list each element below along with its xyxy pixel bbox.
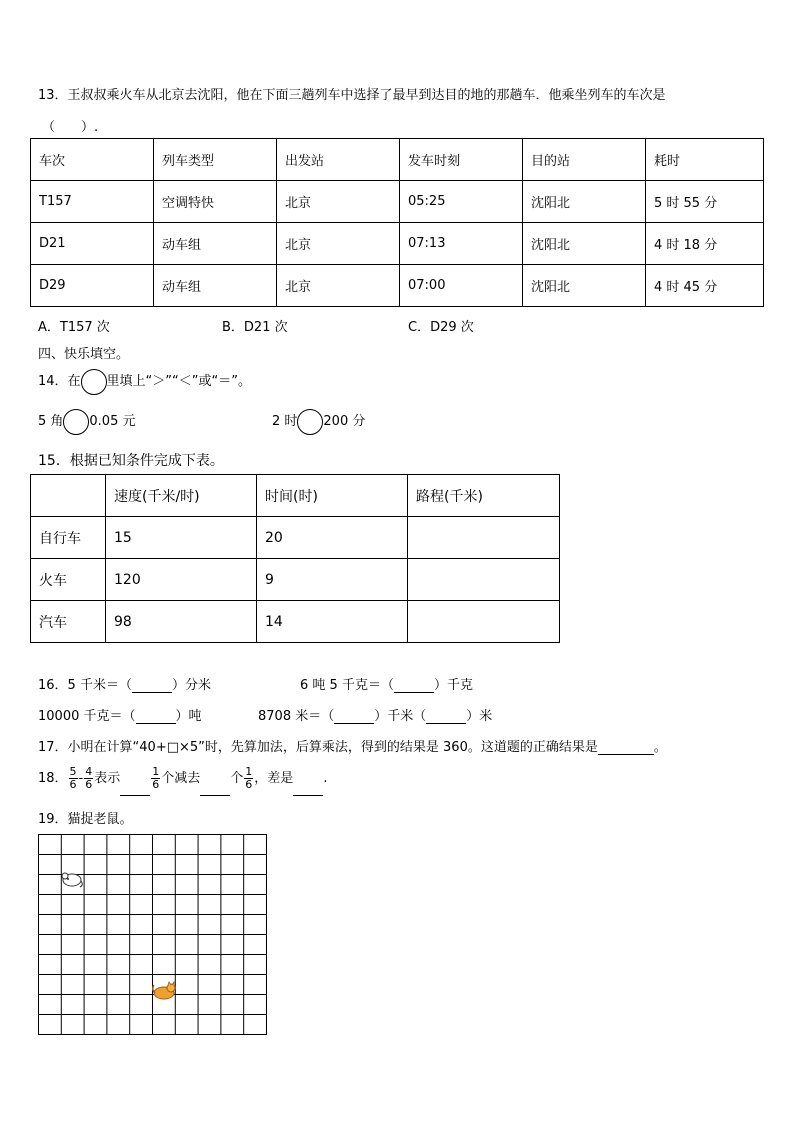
table-cell: 15 <box>106 517 257 559</box>
q13-text: 13．王叔叔乘火车从北京去沈阳，他在下面三趟列车中选择了最早到达目的地的那趟车．他乘坐列车的车次是 <box>38 88 666 103</box>
table-header-row <box>31 475 560 517</box>
answer-circle[interactable] <box>63 409 89 435</box>
table-cell: 动车组 <box>154 223 277 265</box>
answer-blank[interactable] <box>426 723 466 724</box>
option-b: B．D21 次 <box>222 320 288 335</box>
q16-b-pre: 6 吨 5 千克＝（ <box>300 678 394 693</box>
table-cell: 动车组 <box>154 265 277 307</box>
q16-b-post: ）千克 <box>433 678 473 693</box>
table-cell: 自行车 <box>31 517 106 559</box>
q16-c <box>38 705 202 724</box>
option-a: A．T157 次 <box>38 320 110 335</box>
q18-text: . <box>323 771 328 786</box>
q16-d-post: ）米 <box>466 709 493 724</box>
q14-pre: 14．在 <box>38 374 81 389</box>
q16-a-pre: 16．5 千米＝（ <box>38 678 132 693</box>
table-row <box>31 223 764 265</box>
minus-sign: - <box>78 771 84 786</box>
fraction-numerator: 4 <box>85 765 93 778</box>
compare-right-b: 200 分 <box>323 414 366 429</box>
header-cell: 出发站 <box>277 139 400 181</box>
q18-text: 表示 <box>94 771 121 786</box>
mouse-icon <box>60 870 84 888</box>
q16-b <box>300 674 473 693</box>
table-row <box>31 559 560 601</box>
answer-circle[interactable] <box>297 409 323 435</box>
table-cell: 07:00 <box>400 265 523 307</box>
fraction <box>151 766 160 791</box>
q18-line <box>38 762 327 796</box>
table-cell: 05:25 <box>400 181 523 223</box>
header-cell: 车次 <box>31 139 154 181</box>
fraction <box>244 766 253 791</box>
table-cell: 沈阳北 <box>523 265 646 307</box>
q14-right-compare <box>272 408 365 436</box>
answer-cell[interactable] <box>408 601 560 643</box>
header-cell: 路程(千米) <box>408 475 560 517</box>
compare-right-a: 2 时 <box>272 414 298 429</box>
q18-text: 个减去 <box>161 771 201 786</box>
table-cell: 汽车 <box>31 601 106 643</box>
header-cell: 目的站 <box>523 139 646 181</box>
q13-paren: （ ）. <box>42 120 99 135</box>
q16-a-post: ）分米 <box>171 678 211 693</box>
answer-blank[interactable] <box>598 754 654 755</box>
header-cell: 列车类型 <box>154 139 277 181</box>
table-cell: 北京 <box>277 223 400 265</box>
q18-text: 个 <box>230 771 244 786</box>
section-heading: 四、快乐填空。 <box>38 347 130 362</box>
answer-blank[interactable] <box>120 795 150 796</box>
cat-icon <box>151 981 177 1001</box>
q17-text: 17．小明在计算“40+□×5”时，先算加法，后算乘法，得到的结果是 360。这道题的正确结果是 <box>38 740 598 755</box>
answer-blank[interactable] <box>394 692 434 693</box>
q13-train-table <box>30 138 764 307</box>
answer-blank[interactable] <box>132 692 172 693</box>
q18-num: 18． <box>38 771 68 786</box>
answer-blank[interactable] <box>293 795 323 796</box>
table-cell: 北京 <box>277 181 400 223</box>
fraction-denominator: 6 <box>69 778 77 791</box>
answer-blank[interactable] <box>136 723 176 724</box>
q17-end: 。 <box>653 740 667 755</box>
fraction-numerator: 5 <box>69 765 77 778</box>
q16-d-pre: 8708 米＝（ <box>258 709 335 724</box>
answer-blank[interactable] <box>200 795 230 796</box>
table-cell: D29 <box>31 265 154 307</box>
fraction-numerator: 1 <box>245 765 253 778</box>
q14-line <box>38 368 251 396</box>
table-cell: 14 <box>257 601 408 643</box>
q15-speed-table <box>30 474 560 643</box>
table-cell: 5 时 55 分 <box>646 181 764 223</box>
option-c: C．D29 次 <box>408 320 474 335</box>
table-cell: 空调特快 <box>154 181 277 223</box>
answer-circle[interactable] <box>81 369 107 395</box>
q14-left-compare <box>38 408 135 436</box>
header-cell: 耗时 <box>646 139 764 181</box>
table-row <box>31 601 560 643</box>
table-row <box>31 517 560 559</box>
fraction-numerator: 1 <box>152 765 160 778</box>
fraction <box>84 766 93 791</box>
compare-left-a: 5 角 <box>38 414 64 429</box>
q19-title: 19．猫捉老鼠。 <box>38 812 133 827</box>
table-row <box>31 265 764 307</box>
q17-line <box>38 736 667 755</box>
table-cell: 沈阳北 <box>523 181 646 223</box>
q14-post: 里填上“＞”“＜”或“＝”。 <box>106 374 251 389</box>
fraction-denominator: 6 <box>85 778 93 791</box>
answer-blank[interactable] <box>334 723 374 724</box>
table-cell: 4 时 45 分 <box>646 265 764 307</box>
q15-title: 15．根据已知条件完成下表。 <box>38 453 224 469</box>
header-cell: 时间(时) <box>257 475 408 517</box>
table-row <box>31 181 764 223</box>
table-cell: T157 <box>31 181 154 223</box>
q16-a <box>38 674 211 693</box>
table-cell: D21 <box>31 223 154 265</box>
table-cell: 沈阳北 <box>523 223 646 265</box>
header-cell <box>31 475 106 517</box>
fraction-denominator: 6 <box>245 778 253 791</box>
table-cell: 火车 <box>31 559 106 601</box>
table-cell: 07:13 <box>400 223 523 265</box>
table-cell: 98 <box>106 601 257 643</box>
table-cell: 20 <box>257 517 408 559</box>
compare-left-b: 0.05 元 <box>89 414 136 429</box>
cat-mouse-grid <box>38 834 267 1035</box>
answer-cell[interactable] <box>408 559 560 601</box>
q18-text: ，差是 <box>254 771 294 786</box>
fraction-denominator: 6 <box>152 778 160 791</box>
answer-cell[interactable] <box>408 517 560 559</box>
q16-c-pre: 10000 千克＝（ <box>38 709 136 724</box>
header-cell: 发车时刻 <box>400 139 523 181</box>
q16-d <box>258 705 492 724</box>
table-cell: 120 <box>106 559 257 601</box>
table-cell: 9 <box>257 559 408 601</box>
table-cell: 4 时 18 分 <box>646 223 764 265</box>
table-cell: 北京 <box>277 265 400 307</box>
q16-c-post: ）吨 <box>175 709 202 724</box>
fraction <box>69 766 78 791</box>
q16-d-mid: ）千米（ <box>374 709 427 724</box>
table-header-row <box>31 139 764 181</box>
header-cell: 速度(千米/时) <box>106 475 257 517</box>
